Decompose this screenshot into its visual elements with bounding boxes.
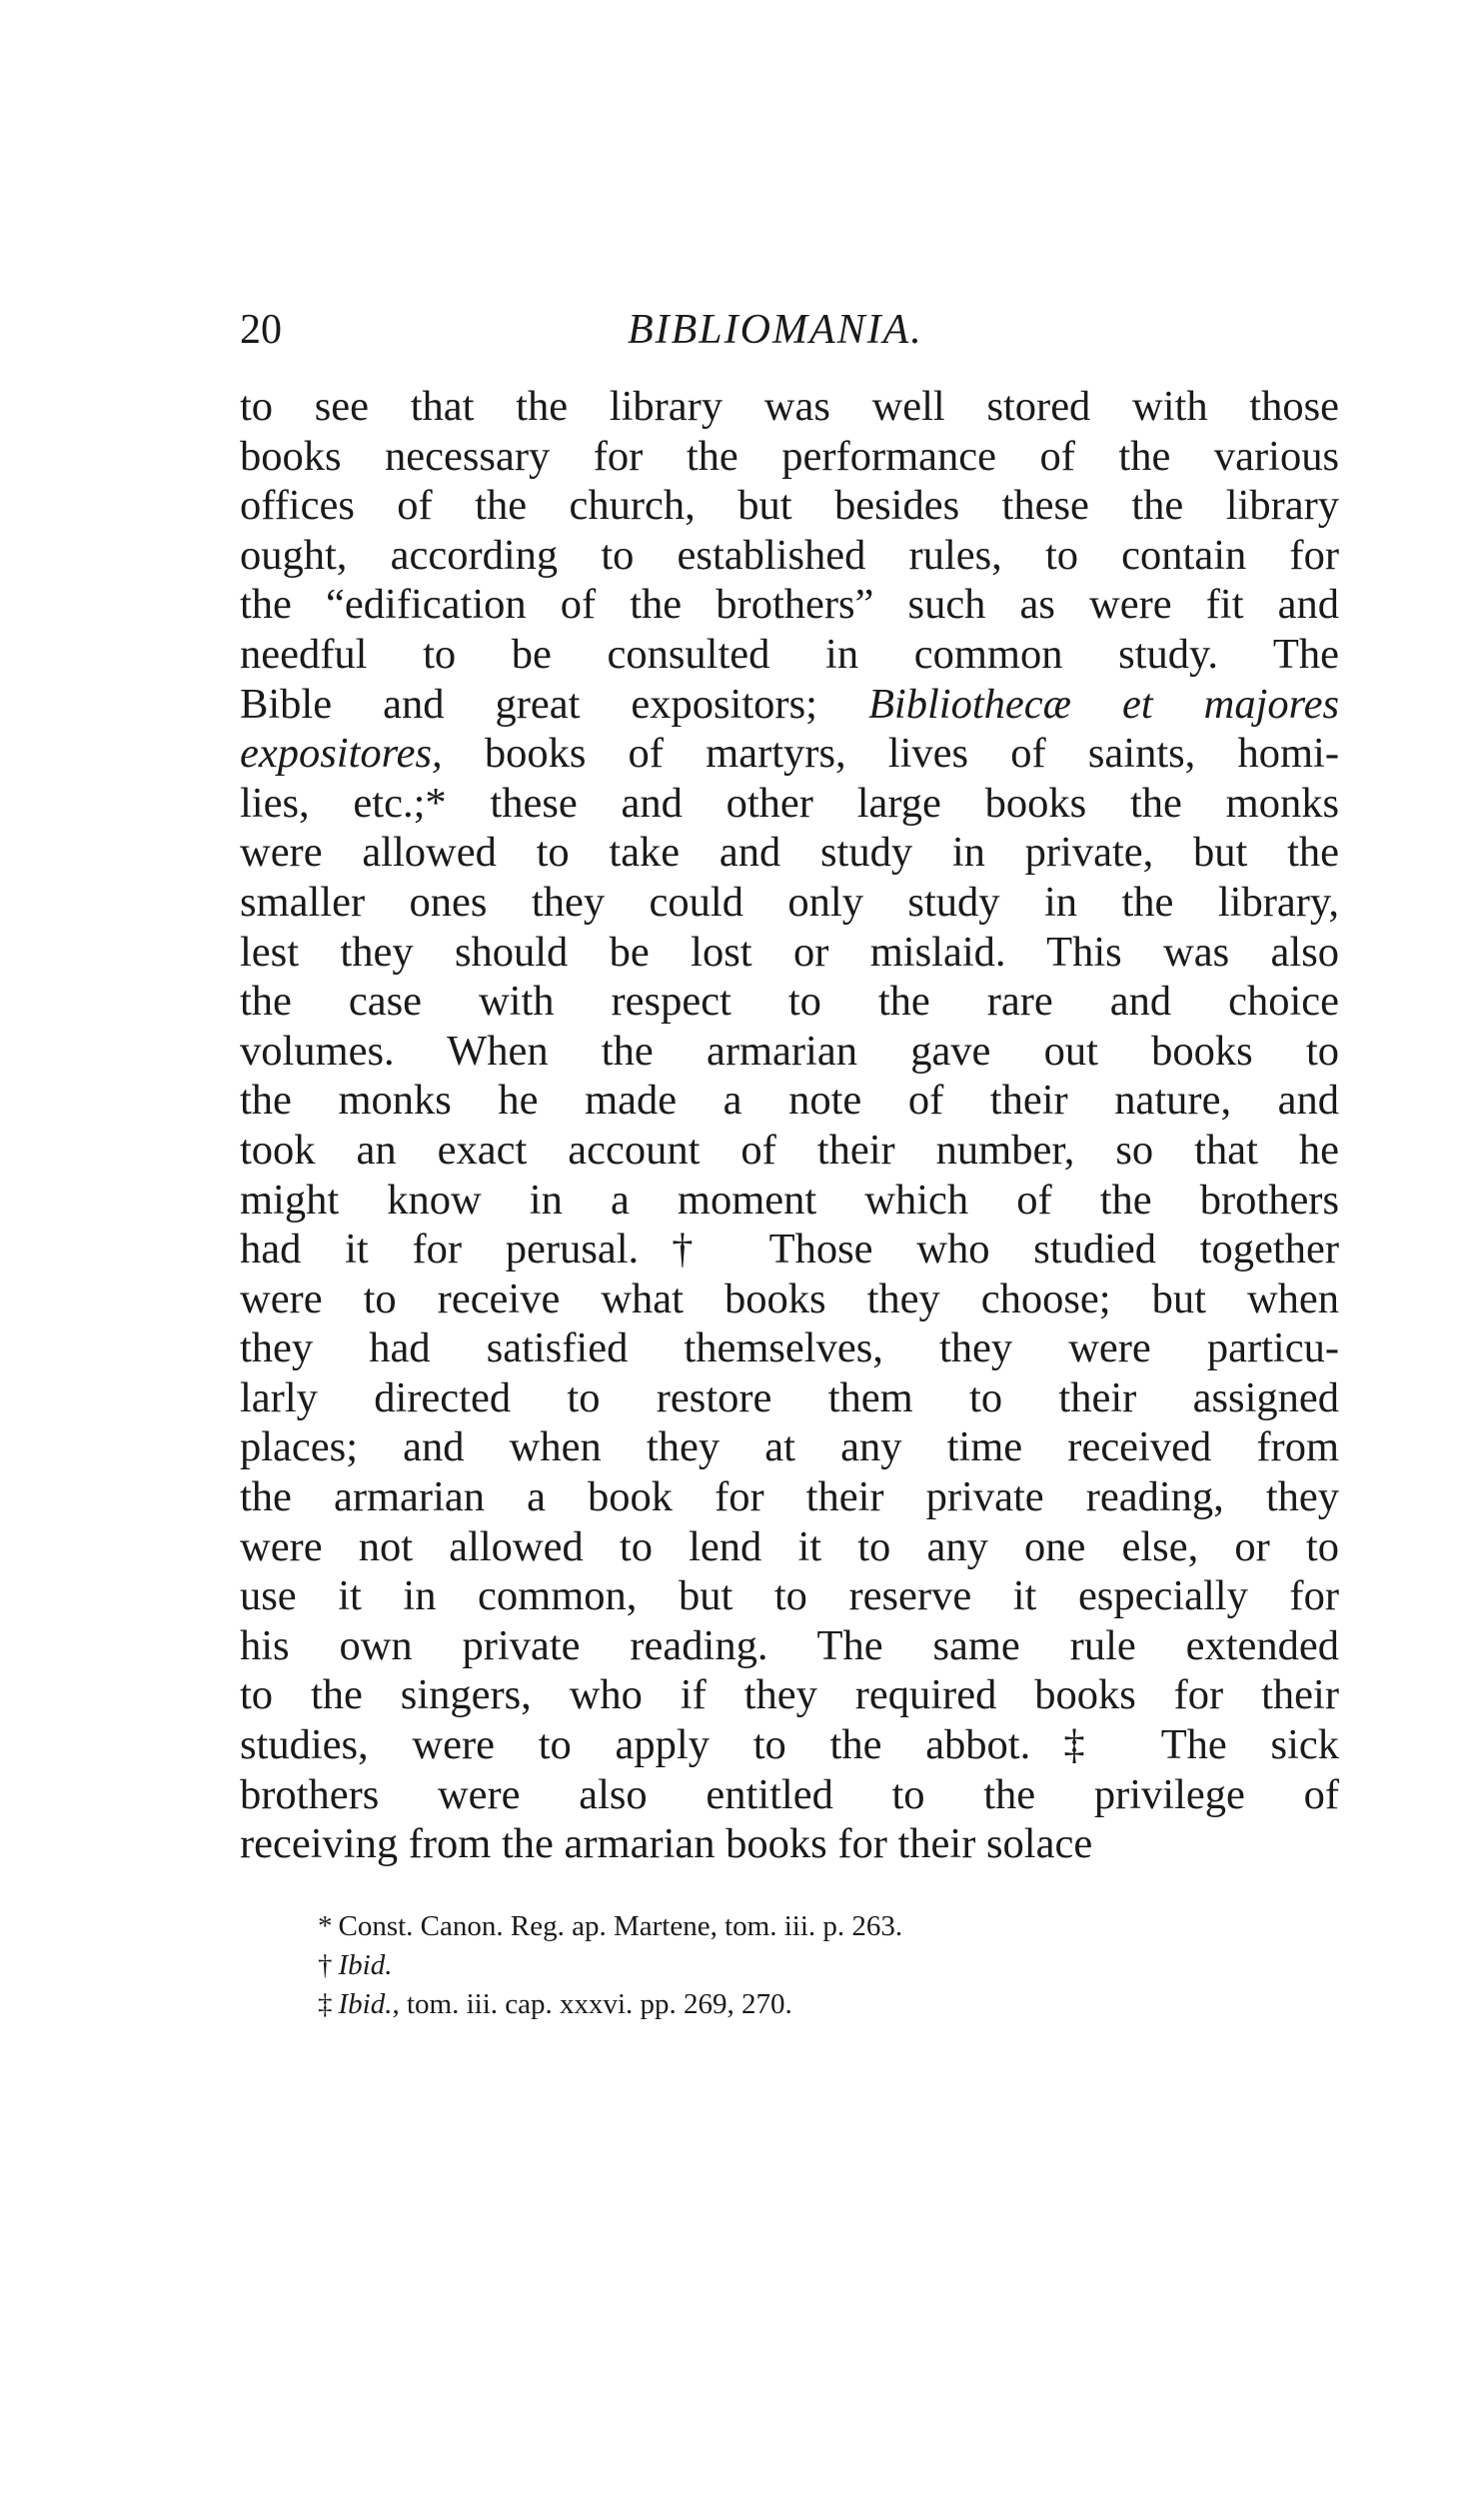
footnote-mark: ‡ bbox=[318, 1988, 333, 2020]
text-line: were not allowed to lend it to any one else, or to bbox=[240, 1522, 1339, 1570]
footnote-mark: † bbox=[318, 1949, 333, 1981]
text-line: ought, according to established rules, to contain for bbox=[240, 531, 1339, 579]
footnotes bbox=[318, 1907, 1317, 2024]
text-line: the armarian a book for their private reading, they bbox=[240, 1473, 1339, 1521]
text-line: needful to be consulted in common study. The bbox=[240, 630, 1339, 678]
footnote bbox=[318, 1946, 1317, 1985]
body-text bbox=[240, 382, 1339, 1869]
text-line: offices of the church, but besides these the library bbox=[240, 482, 1339, 530]
text-line: were to receive what books they choose; but when bbox=[240, 1274, 1339, 1322]
text-line: were allowed to take and study in private, but the bbox=[240, 829, 1339, 877]
text-line: took an exact account of their number, so that he bbox=[240, 1126, 1339, 1174]
text-line bbox=[240, 680, 1339, 730]
italic-latin-word: expositores, bbox=[240, 730, 443, 778]
running-title: BIBLIOMANIA. bbox=[628, 307, 923, 353]
text-line: the “edification of the brothers” such as were fit and bbox=[240, 581, 1339, 629]
footnote bbox=[318, 1907, 1317, 1946]
text-segment: Bible and great expositors; bbox=[240, 680, 817, 728]
footnote-text: , tom. iii. cap. xxxvi. pp. 269, 270. bbox=[392, 1988, 792, 2020]
text-line bbox=[240, 729, 1339, 779]
text-line: they had satisfied themselves, they were particu- bbox=[240, 1324, 1339, 1372]
italic-latin-phrase: Bibliothecæ et majores bbox=[867, 680, 1340, 728]
footnote-text: Const. Canon. Reg. ap. Martene, tom. iii. p. 263. bbox=[338, 1910, 903, 1942]
page-header bbox=[240, 300, 1339, 360]
text-line: the monks he made a note of their nature, and bbox=[240, 1077, 1339, 1125]
text-line: to see that the library was well stored with those bbox=[240, 383, 1339, 430]
footnote-mark: * bbox=[318, 1910, 333, 1942]
text-line: might know in a moment which of the brothers bbox=[240, 1176, 1339, 1224]
text-line: use it in common, but to reserve it especially for bbox=[240, 1572, 1339, 1620]
text-line: larly directed to restore them to their assigned bbox=[240, 1373, 1339, 1421]
page-number: 20 bbox=[240, 307, 282, 353]
text-line: to the singers, who if they required books for their bbox=[240, 1671, 1339, 1719]
footnote bbox=[318, 1985, 1317, 2024]
text-line: places; and when they at any time received from bbox=[240, 1423, 1339, 1471]
text-line: had it for perusal.† Those who studied together bbox=[240, 1226, 1339, 1273]
text-line: his own private reading. The same rule extended bbox=[240, 1621, 1339, 1669]
text-line: studies, were to apply to the abbot.‡ The sick bbox=[240, 1721, 1339, 1769]
text-line: lest they should be lost or mislaid. This was also bbox=[240, 928, 1339, 976]
text-line: lies, etc.;* these and other large books the monks bbox=[240, 779, 1339, 827]
text-line: volumes. When the armarian gave out books to bbox=[240, 1027, 1339, 1075]
text-line: smaller ones they could only study in the library, bbox=[240, 878, 1339, 926]
footnote-italic: Ibid. bbox=[338, 1949, 393, 1981]
text-line: the case with respect to the rare and choice bbox=[240, 978, 1339, 1026]
text-line: brothers were also entitled to the privilege of bbox=[240, 1770, 1339, 1818]
text-line: receiving from the armarian books for their solace bbox=[240, 1820, 1093, 1868]
footnote-italic: Ibid. bbox=[338, 1988, 393, 2020]
text-line: books necessary for the performance of the various bbox=[240, 432, 1339, 480]
text-segment: books of martyrs, lives of saints, homi- bbox=[484, 730, 1340, 778]
